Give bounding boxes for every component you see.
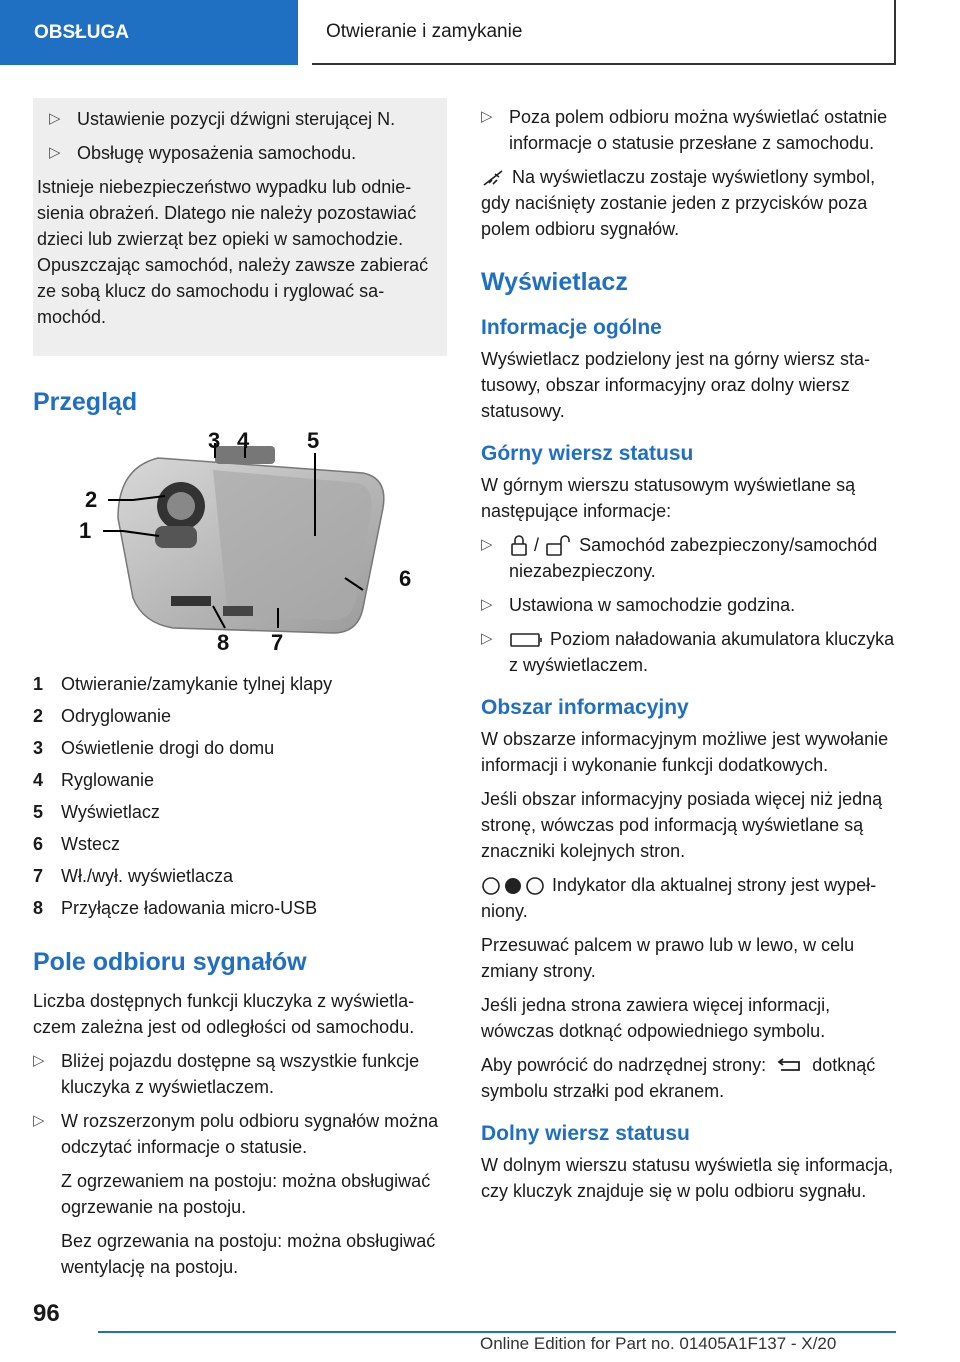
callout-label: 5 <box>307 428 320 453</box>
range-bullet <box>33 1108 447 1160</box>
info-area-heading: Obszar informacyjny <box>481 696 689 719</box>
legend-item <box>33 796 447 828</box>
warning-box <box>33 98 447 356</box>
top-status-bullet-text: Samochód zabezpieczony/samochód niezabezpieczony. <box>509 535 878 581</box>
legend-number: 4 <box>33 770 44 790</box>
legend-label: Oświetlenie drogi do domu <box>61 738 275 758</box>
legend-label: Ryglowanie <box>61 770 155 790</box>
bottom-status-heading: Dolny wiersz statusu <box>481 1122 690 1145</box>
triangle-bullet-icon: ▷ <box>33 1052 45 1069</box>
callout-label: 1 <box>79 518 92 543</box>
lock-separator: / <box>534 535 540 555</box>
warning-bullet-text: Obsługę wyposażenia samochodu. <box>77 143 357 163</box>
page-number: 96 <box>33 1300 60 1327</box>
range-intro: Liczba dostępnych funkcji kluczyka z wyświetlaczem zależna jest od odległości od samochodu. <box>33 991 415 1037</box>
out-of-range-note-text: Na wyświetlaczu zostaje wyświetlony symbol, gdy naciśnięty zostanie jeden z przycisków poza polem odbioru sygnałów. <box>481 167 876 239</box>
signal-off-icon <box>481 168 507 188</box>
legend-number: 1 <box>33 674 44 694</box>
legend-item <box>33 828 447 860</box>
triangle-bullet-icon: ▷ <box>481 596 493 613</box>
range-bullet-text: Poza polem odbioru można wyświetlać ostatnie informacje o statusie przesłane z samochodu. <box>509 107 888 153</box>
display-key-illustration <box>63 428 413 658</box>
section-tab <box>0 0 298 65</box>
range-bullet <box>481 104 895 156</box>
overview-heading: Przegląd <box>33 388 138 416</box>
legend-number: 6 <box>33 834 44 854</box>
general-text: Wyświetlacz podzielony jest na górny wiersz statusowy, obszar informacyjny oraz dolny wiersz statusowy. <box>481 349 870 421</box>
chapter-title-text: Otwieranie i zamykanie <box>326 20 523 42</box>
range-heading: Pole odbioru sygnałów <box>33 948 307 976</box>
legend-label: Wyświetlacz <box>61 802 160 822</box>
legend-label: Wstecz <box>61 834 121 854</box>
legend-item <box>33 860 447 892</box>
top-status-bullet <box>481 626 895 678</box>
info-area-text: W obszarze informacyjnym możliwe jest wywołanie informacji i wykonanie funkcji dodatkowych. <box>481 729 889 775</box>
warning-bullet <box>33 140 435 166</box>
warning-bullet-text: Ustawienie pozycji dźwigni sterującej N. <box>77 109 396 129</box>
display-key-figure <box>63 428 413 658</box>
legend-number: 2 <box>33 706 44 726</box>
callout-label: 8 <box>217 630 230 655</box>
section-label: OBSŁUGA <box>34 21 129 43</box>
indicator-text: Indykator dla aktualnej strony jest wypełniony. <box>481 875 877 921</box>
legend-list <box>33 668 447 924</box>
top-status-intro: W górnym wierszu statusowym wyświetlane są następujące informacje: <box>481 475 856 521</box>
legend-item <box>33 732 447 764</box>
swipe-text: Przesuwać palcem w prawo lub w lewo, w celu zmiany strony. <box>481 935 855 981</box>
back-instruction <box>481 1052 895 1104</box>
warning-bullet <box>33 106 435 132</box>
legend-number: 5 <box>33 802 44 822</box>
legend-label: Wł./wył. wyświetlacza <box>61 866 234 886</box>
warning-text: Istnieje niebezpieczeństwo wypadku lub odniesienia obrażeń. Dlatego nie należy pozostawiać dzieci lub zwierząt bez opieki w samochodzie. Opuszczając samochód, należy zawsze zabierać ze sobą klucz do samochodu i ryglować samochód. <box>37 177 429 327</box>
page-indicator-dots-icon <box>481 876 547 896</box>
heater-without-text: Bez ogrzewania na postoju: można obsługiwać wentylację na postoju. <box>61 1231 436 1277</box>
footer-divider <box>98 1331 896 1333</box>
range-bullet-text: Bliżej pojazdu dostępne są wszystkie funkcje kluczyka z wyświetlaczem. <box>61 1051 420 1097</box>
legend-label: Otwieranie/zamykanie tylnej klapy <box>61 674 333 694</box>
legend-item <box>33 892 447 924</box>
range-bullet <box>33 1048 447 1100</box>
top-status-bullet-text: Ustawiona w samochodzie godzina. <box>509 595 796 615</box>
general-heading: Informacje ogólne <box>481 316 662 339</box>
left-column <box>33 98 447 1288</box>
top-status-bullet <box>481 532 895 584</box>
chapter-title <box>312 0 896 65</box>
display-heading: Wyświetlacz <box>481 268 628 296</box>
edition-footer: Online Edition for Part no. 01405A1F137 - X/20 <box>480 1334 837 1353</box>
legend-number: 8 <box>33 898 44 918</box>
heater-with-text: Z ogrzewaniem na postoju: można obsługiwać ogrzewanie na postoju. <box>61 1171 431 1217</box>
callout-label: 6 <box>399 566 412 591</box>
top-status-bullet-text: Poziom naładowania akumulatora kluczyka z wyświetlaczem. <box>509 629 895 675</box>
legend-item <box>33 700 447 732</box>
back-text-a: Aby powrócić do nadrzędnej strony: <box>481 1055 767 1075</box>
callout-label: 4 <box>237 428 250 453</box>
page-indicator-note <box>481 872 895 924</box>
right-column <box>481 98 895 1212</box>
triangle-bullet-icon: ▷ <box>481 108 493 125</box>
callout-label: 3 <box>208 428 221 453</box>
triangle-bullet-icon: ▷ <box>49 110 61 127</box>
lock-open-icon <box>544 535 574 557</box>
out-of-range-note <box>481 164 895 242</box>
legend-number: 3 <box>33 738 44 758</box>
top-status-bullet <box>481 592 895 618</box>
callout-label: 7 <box>271 630 284 655</box>
battery-icon <box>509 631 545 649</box>
more-info-text: Jeśli jedna strona zawiera więcej informacji, wówczas dotknąć odpowiedniego symbolu. <box>481 995 831 1041</box>
legend-number: 7 <box>33 866 44 886</box>
bottom-status-text: W dolnym wierszu statusu wyświetla się informacja, czy kluczyk znajduje się w polu odbioru sygnału. <box>481 1155 894 1201</box>
lock-closed-icon <box>509 535 529 557</box>
legend-label: Odryglowanie <box>61 706 172 726</box>
range-bullet-text: W rozszerzonym polu odbioru sygnałów można odczytać informacje o statusie. <box>61 1111 439 1157</box>
legend-item <box>33 668 447 700</box>
triangle-bullet-icon: ▷ <box>49 144 61 161</box>
top-status-heading: Górny wiersz statusu <box>481 442 694 465</box>
legend-label: Przyłącze ładowania micro-USB <box>61 898 318 918</box>
callout-label: 2 <box>85 487 98 512</box>
triangle-bullet-icon: ▷ <box>33 1112 45 1129</box>
info-area-text: Jeśli obszar informacyjny posiada więcej niż jedną stronę, wówczas pod informacją wyświetlane są znaczniki kolejnych stron. <box>481 789 883 861</box>
triangle-bullet-icon: ▷ <box>481 630 493 647</box>
back-text-b: dotknąć symbolu strzałki pod ekranem. <box>481 1055 876 1101</box>
triangle-bullet-icon: ▷ <box>481 536 493 553</box>
back-arrow-icon <box>771 1057 807 1075</box>
legend-item <box>33 764 447 796</box>
